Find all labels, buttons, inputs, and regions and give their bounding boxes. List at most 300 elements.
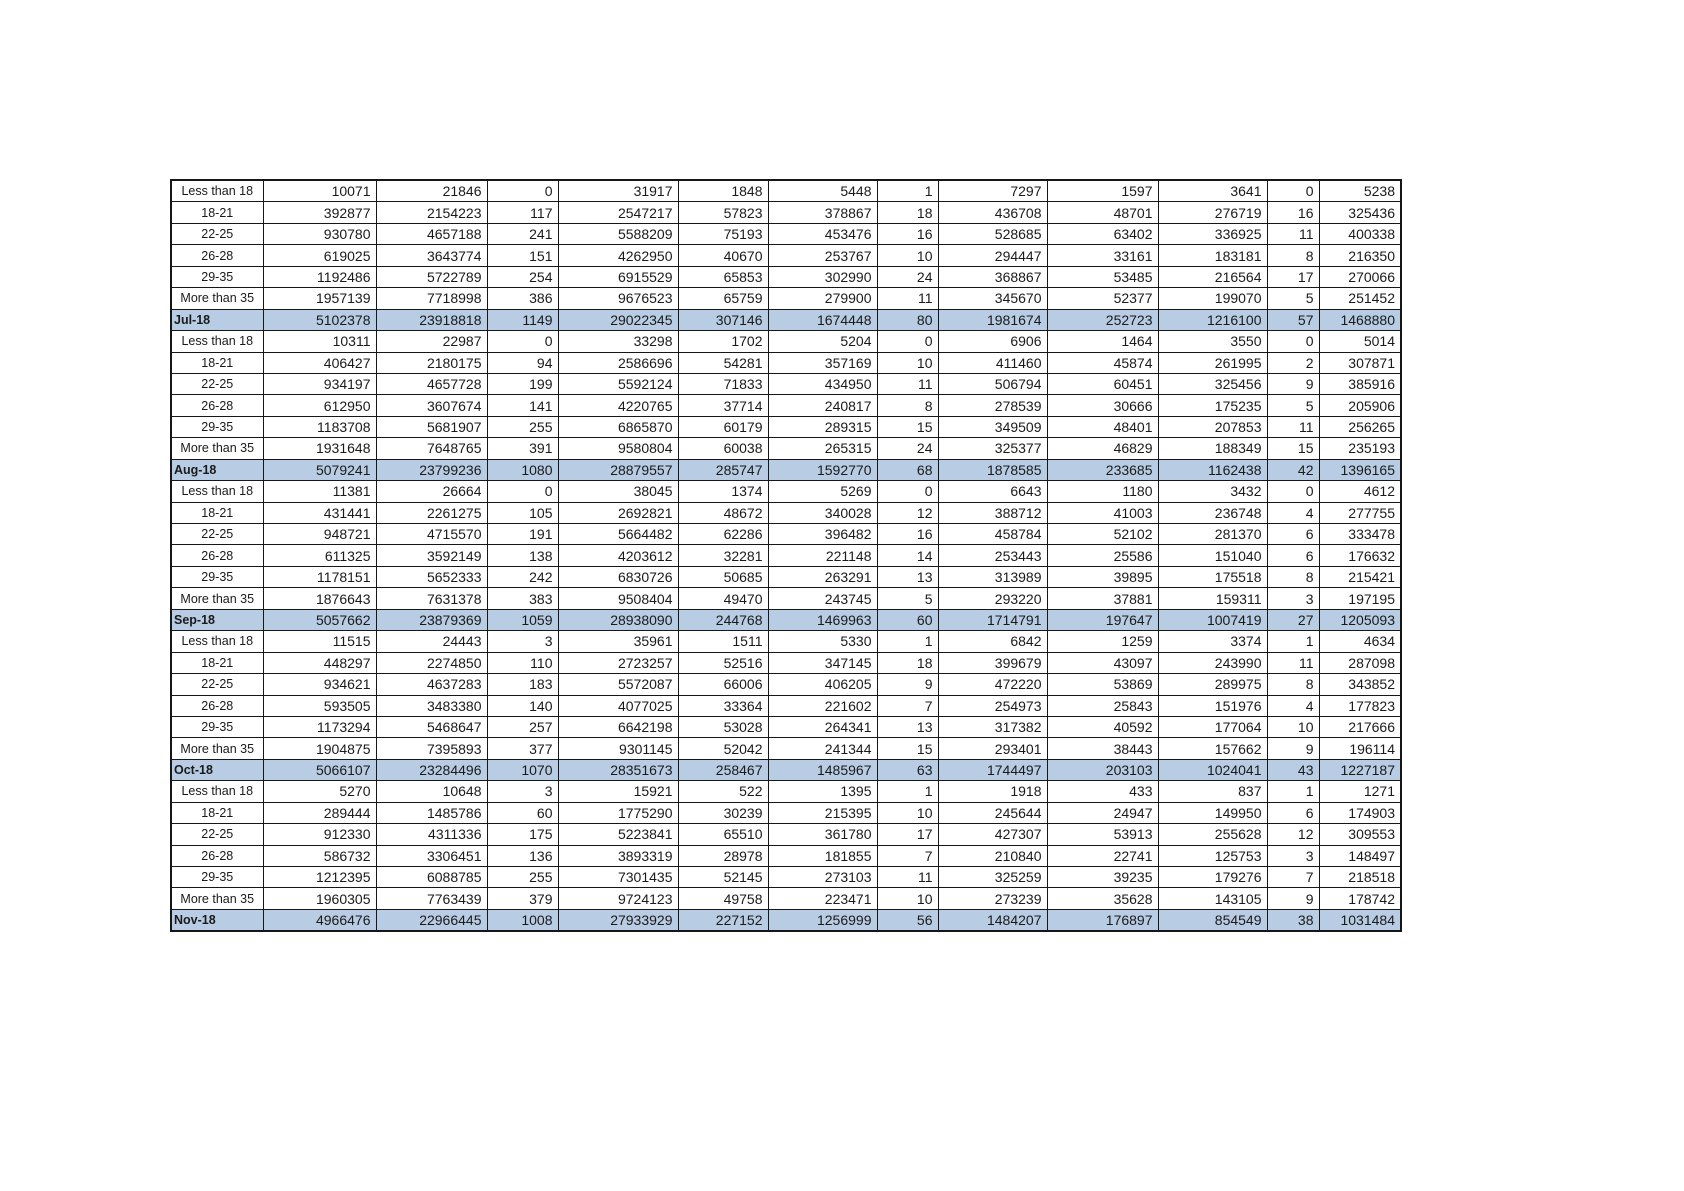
- cell-value: 1007419: [1158, 609, 1267, 630]
- cell-value: 199: [487, 373, 558, 394]
- cell-value: 22987: [376, 331, 487, 352]
- age-group-label: 22-25: [171, 373, 263, 394]
- cell-value: 1395: [768, 781, 877, 802]
- cell-value: 177064: [1158, 716, 1267, 737]
- cell-value: 40592: [1047, 716, 1158, 737]
- cell-value: 216564: [1158, 266, 1267, 287]
- cell-value: 528685: [938, 223, 1047, 244]
- cell-value: 53028: [678, 716, 768, 737]
- cell-value: 5722789: [376, 266, 487, 287]
- age-group-row: [171, 631, 1401, 652]
- cell-value: 325436: [1319, 202, 1401, 223]
- cell-value: 255628: [1158, 824, 1267, 845]
- age-group-row: [171, 545, 1401, 566]
- cell-value: 53913: [1047, 824, 1158, 845]
- age-group-row: [171, 416, 1401, 437]
- cell-value: 199070: [1158, 288, 1267, 309]
- cell-value: 3374: [1158, 631, 1267, 652]
- cell-value: 10: [877, 888, 938, 909]
- cell-value: 52102: [1047, 524, 1158, 545]
- age-group-label: 18-21: [171, 502, 263, 523]
- cell-value: 52516: [678, 652, 768, 673]
- cell-value: 270066: [1319, 266, 1401, 287]
- cell-value: 307871: [1319, 352, 1401, 373]
- cell-value: 1192486: [263, 266, 376, 287]
- cell-value: 4637283: [376, 674, 487, 695]
- cell-value: 6: [1267, 524, 1319, 545]
- cell-value: 4203612: [558, 545, 678, 566]
- cell-value: 57823: [678, 202, 768, 223]
- cell-value: 68: [877, 459, 938, 480]
- cell-value: 1183708: [263, 416, 376, 437]
- cell-value: 17: [1267, 266, 1319, 287]
- cell-value: 28351673: [558, 759, 678, 780]
- cell-value: 105: [487, 502, 558, 523]
- age-group-label: 26-28: [171, 695, 263, 716]
- cell-value: 48701: [1047, 202, 1158, 223]
- cell-value: 7718998: [376, 288, 487, 309]
- cell-value: 930780: [263, 223, 376, 244]
- table-body: [171, 180, 1401, 931]
- cell-value: 43: [1267, 759, 1319, 780]
- cell-value: 39895: [1047, 566, 1158, 587]
- month-total-row: [171, 609, 1401, 630]
- cell-value: 392877: [263, 202, 376, 223]
- cell-value: 6906: [938, 331, 1047, 352]
- cell-value: 175518: [1158, 566, 1267, 587]
- cell-value: 40670: [678, 245, 768, 266]
- cell-value: 6088785: [376, 867, 487, 888]
- cell-value: 279900: [768, 288, 877, 309]
- cell-value: 4657728: [376, 373, 487, 394]
- cell-value: 2180175: [376, 352, 487, 373]
- cell-value: 251452: [1319, 288, 1401, 309]
- cell-value: 406205: [768, 674, 877, 695]
- cell-value: 178742: [1319, 888, 1401, 909]
- age-group-row: [171, 566, 1401, 587]
- cell-value: 233685: [1047, 459, 1158, 480]
- cell-value: 60179: [678, 416, 768, 437]
- cell-value: 1981674: [938, 309, 1047, 330]
- month-total-row: [171, 459, 1401, 480]
- cell-value: 5204: [768, 331, 877, 352]
- cell-value: 15: [877, 416, 938, 437]
- cell-value: 1674448: [768, 309, 877, 330]
- cell-value: 38: [1267, 909, 1319, 931]
- cell-value: 24443: [376, 631, 487, 652]
- age-group-label: 29-35: [171, 566, 263, 587]
- cell-value: 9676523: [558, 288, 678, 309]
- cell-value: 258467: [678, 759, 768, 780]
- cell-value: 41003: [1047, 502, 1158, 523]
- cell-value: 0: [877, 481, 938, 502]
- cell-value: 934621: [263, 674, 376, 695]
- cell-value: 1173294: [263, 716, 376, 737]
- age-group-label: 22-25: [171, 824, 263, 845]
- cell-value: 434950: [768, 373, 877, 394]
- cell-value: 5066107: [263, 759, 376, 780]
- cell-value: 9508404: [558, 588, 678, 609]
- cell-value: 52042: [678, 738, 768, 759]
- cell-value: 207853: [1158, 416, 1267, 437]
- age-group-row: [171, 331, 1401, 352]
- cell-value: 391: [487, 438, 558, 459]
- cell-value: 5269: [768, 481, 877, 502]
- cell-value: 33161: [1047, 245, 1158, 266]
- cell-value: 11: [1267, 223, 1319, 244]
- cell-value: 1: [877, 631, 938, 652]
- cell-value: 5448: [768, 180, 877, 202]
- cell-value: 60038: [678, 438, 768, 459]
- cell-value: 11: [877, 288, 938, 309]
- age-group-row: [171, 674, 1401, 695]
- cell-value: 3893319: [558, 845, 678, 866]
- cell-value: 176897: [1047, 909, 1158, 931]
- cell-value: 60: [487, 802, 558, 823]
- cell-value: 11515: [263, 631, 376, 652]
- cell-value: 243745: [768, 588, 877, 609]
- cell-value: 325377: [938, 438, 1047, 459]
- cell-value: 6915529: [558, 266, 678, 287]
- cell-value: 8: [1267, 674, 1319, 695]
- age-group-row: [171, 588, 1401, 609]
- cell-value: 5330: [768, 631, 877, 652]
- age-group-label: 18-21: [171, 802, 263, 823]
- cell-value: 1271: [1319, 781, 1401, 802]
- cell-value: 357169: [768, 352, 877, 373]
- cell-value: 21846: [376, 180, 487, 202]
- cell-value: 379: [487, 888, 558, 909]
- cell-value: 235193: [1319, 438, 1401, 459]
- age-group-row: [171, 738, 1401, 759]
- cell-value: 7763439: [376, 888, 487, 909]
- cell-value: 2586696: [558, 352, 678, 373]
- cell-value: 0: [487, 481, 558, 502]
- cell-value: 1: [1267, 631, 1319, 652]
- cell-value: 9301145: [558, 738, 678, 759]
- cell-value: 7301435: [558, 867, 678, 888]
- cell-value: 1031484: [1319, 909, 1401, 931]
- cell-value: 5: [877, 588, 938, 609]
- cell-value: 522: [678, 781, 768, 802]
- cell-value: 3483380: [376, 695, 487, 716]
- cell-value: 191: [487, 524, 558, 545]
- cell-value: 23879369: [376, 609, 487, 630]
- cell-value: 0: [877, 331, 938, 352]
- cell-value: 293220: [938, 588, 1047, 609]
- cell-value: 223471: [768, 888, 877, 909]
- cell-value: 110: [487, 652, 558, 673]
- cell-value: 343852: [1319, 674, 1401, 695]
- cell-value: 28879557: [558, 459, 678, 480]
- cell-value: 349509: [938, 416, 1047, 437]
- cell-value: 0: [1267, 180, 1319, 202]
- cell-value: 188349: [1158, 438, 1267, 459]
- cell-value: 3: [487, 781, 558, 802]
- cell-value: 35628: [1047, 888, 1158, 909]
- cell-value: 1259: [1047, 631, 1158, 652]
- cell-value: 4: [1267, 502, 1319, 523]
- cell-value: 340028: [768, 502, 877, 523]
- cell-value: 431441: [263, 502, 376, 523]
- age-group-row: [171, 502, 1401, 523]
- cell-value: 436708: [938, 202, 1047, 223]
- cell-value: 4966476: [263, 909, 376, 931]
- cell-value: 1256999: [768, 909, 877, 931]
- cell-value: 159311: [1158, 588, 1267, 609]
- cell-value: 215395: [768, 802, 877, 823]
- cell-value: 383: [487, 588, 558, 609]
- cell-value: 80: [877, 309, 938, 330]
- cell-value: 25843: [1047, 695, 1158, 716]
- age-group-label: More than 35: [171, 288, 263, 309]
- cell-value: 294447: [938, 245, 1047, 266]
- cell-value: 38045: [558, 481, 678, 502]
- cell-value: 138: [487, 545, 558, 566]
- age-group-label: More than 35: [171, 888, 263, 909]
- cell-value: 4077025: [558, 695, 678, 716]
- cell-value: 6: [1267, 802, 1319, 823]
- cell-value: 1374: [678, 481, 768, 502]
- cell-value: 9: [1267, 738, 1319, 759]
- cell-value: 16: [877, 524, 938, 545]
- cell-value: 4: [1267, 695, 1319, 716]
- cell-value: 254973: [938, 695, 1047, 716]
- cell-value: 302990: [768, 266, 877, 287]
- cell-value: 386: [487, 288, 558, 309]
- cell-value: 7648765: [376, 438, 487, 459]
- cell-value: 912330: [263, 824, 376, 845]
- cell-value: 1180: [1047, 481, 1158, 502]
- cell-value: 1714791: [938, 609, 1047, 630]
- cell-value: 506794: [938, 373, 1047, 394]
- month-total-row: [171, 309, 1401, 330]
- cell-value: 427307: [938, 824, 1047, 845]
- cell-value: 1485967: [768, 759, 877, 780]
- cell-value: 2274850: [376, 652, 487, 673]
- cell-value: 57: [1267, 309, 1319, 330]
- cell-value: 210840: [938, 845, 1047, 866]
- cell-value: 1848: [678, 180, 768, 202]
- cell-value: 361780: [768, 824, 877, 845]
- age-group-label: Less than 18: [171, 481, 263, 502]
- cell-value: 236748: [1158, 502, 1267, 523]
- cell-value: 5102378: [263, 309, 376, 330]
- cell-value: 2547217: [558, 202, 678, 223]
- cell-value: 24947: [1047, 802, 1158, 823]
- cell-value: 1484207: [938, 909, 1047, 931]
- cell-value: 1876643: [263, 588, 376, 609]
- cell-value: 31917: [558, 180, 678, 202]
- data-table: [170, 179, 1402, 932]
- cell-value: 1227187: [1319, 759, 1401, 780]
- cell-value: 309553: [1319, 824, 1401, 845]
- age-group-label: Less than 18: [171, 331, 263, 352]
- cell-value: 148497: [1319, 845, 1401, 866]
- cell-value: 1485786: [376, 802, 487, 823]
- cell-value: 1878585: [938, 459, 1047, 480]
- cell-value: 9: [877, 674, 938, 695]
- cell-value: 24: [877, 438, 938, 459]
- cell-value: 3592149: [376, 545, 487, 566]
- cell-value: 619025: [263, 245, 376, 266]
- age-group-row: [171, 781, 1401, 802]
- cell-value: 9580804: [558, 438, 678, 459]
- cell-value: 25586: [1047, 545, 1158, 566]
- age-group-row: [171, 802, 1401, 823]
- cell-value: 347145: [768, 652, 877, 673]
- cell-value: 325456: [1158, 373, 1267, 394]
- cell-value: 3432: [1158, 481, 1267, 502]
- cell-value: 50685: [678, 566, 768, 587]
- cell-value: 46829: [1047, 438, 1158, 459]
- cell-value: 3641: [1158, 180, 1267, 202]
- cell-value: 241344: [768, 738, 877, 759]
- cell-value: 14: [877, 545, 938, 566]
- cell-value: 0: [487, 180, 558, 202]
- age-group-label: More than 35: [171, 588, 263, 609]
- age-group-row: [171, 223, 1401, 244]
- cell-value: 6830726: [558, 566, 678, 587]
- cell-value: 287098: [1319, 652, 1401, 673]
- cell-value: 400338: [1319, 223, 1401, 244]
- cell-value: 174903: [1319, 802, 1401, 823]
- cell-value: 5270: [263, 781, 376, 802]
- cell-value: 38443: [1047, 738, 1158, 759]
- age-group-label: More than 35: [171, 738, 263, 759]
- cell-value: 336925: [1158, 223, 1267, 244]
- cell-value: 60451: [1047, 373, 1158, 394]
- cell-value: 378867: [768, 202, 877, 223]
- cell-value: 63: [877, 759, 938, 780]
- cell-value: 26664: [376, 481, 487, 502]
- age-group-row: [171, 395, 1401, 416]
- cell-value: 37881: [1047, 588, 1158, 609]
- month-total-row: [171, 759, 1401, 780]
- cell-value: 9: [1267, 373, 1319, 394]
- cell-value: 24: [877, 266, 938, 287]
- cell-value: 1918: [938, 781, 1047, 802]
- cell-value: 71833: [678, 373, 768, 394]
- month-label: Oct-18: [171, 759, 263, 780]
- age-group-label: 22-25: [171, 674, 263, 695]
- cell-value: 1070: [487, 759, 558, 780]
- cell-value: 141: [487, 395, 558, 416]
- month-total-row: [171, 909, 1401, 931]
- cell-value: 60: [877, 609, 938, 630]
- cell-value: 75193: [678, 223, 768, 244]
- age-group-row: [171, 245, 1401, 266]
- cell-value: 7: [1267, 867, 1319, 888]
- cell-value: 15: [1267, 438, 1319, 459]
- month-label: Nov-18: [171, 909, 263, 931]
- cell-value: 175235: [1158, 395, 1267, 416]
- cell-value: 66006: [678, 674, 768, 695]
- cell-value: 18: [877, 652, 938, 673]
- cell-value: 0: [1267, 481, 1319, 502]
- cell-value: 285747: [678, 459, 768, 480]
- cell-value: 1212395: [263, 867, 376, 888]
- cell-value: 325259: [938, 867, 1047, 888]
- cell-value: 30666: [1047, 395, 1158, 416]
- cell-value: 264341: [768, 716, 877, 737]
- cell-value: 5592124: [558, 373, 678, 394]
- cell-value: 16: [877, 223, 938, 244]
- cell-value: 15921: [558, 781, 678, 802]
- cell-value: 2154223: [376, 202, 487, 223]
- cell-value: 399679: [938, 652, 1047, 673]
- cell-value: 175: [487, 824, 558, 845]
- cell-value: 1931648: [263, 438, 376, 459]
- cell-value: 5014: [1319, 331, 1401, 352]
- age-group-label: 29-35: [171, 266, 263, 287]
- cell-value: 10071: [263, 180, 376, 202]
- cell-value: 273103: [768, 867, 877, 888]
- cell-value: 27933929: [558, 909, 678, 931]
- cell-value: 179276: [1158, 867, 1267, 888]
- cell-value: 11: [1267, 416, 1319, 437]
- cell-value: 273239: [938, 888, 1047, 909]
- cell-value: 8: [877, 395, 938, 416]
- age-group-row: [171, 888, 1401, 909]
- cell-value: 1: [1267, 781, 1319, 802]
- cell-value: 54281: [678, 352, 768, 373]
- cell-value: 35961: [558, 631, 678, 652]
- cell-value: 52145: [678, 867, 768, 888]
- cell-value: 4262950: [558, 245, 678, 266]
- cell-value: 12: [877, 502, 938, 523]
- cell-value: 244768: [678, 609, 768, 630]
- cell-value: 10: [877, 352, 938, 373]
- cell-value: 43097: [1047, 652, 1158, 673]
- cell-value: 3643774: [376, 245, 487, 266]
- cell-value: 53485: [1047, 266, 1158, 287]
- cell-value: 23284496: [376, 759, 487, 780]
- cell-value: 2: [1267, 352, 1319, 373]
- cell-value: 7: [877, 695, 938, 716]
- age-group-label: 18-21: [171, 202, 263, 223]
- cell-value: 37714: [678, 395, 768, 416]
- cell-value: 48672: [678, 502, 768, 523]
- cell-value: 586732: [263, 845, 376, 866]
- cell-value: 245644: [938, 802, 1047, 823]
- cell-value: 472220: [938, 674, 1047, 695]
- cell-value: 7: [877, 845, 938, 866]
- cell-value: 256265: [1319, 416, 1401, 437]
- cell-value: 65759: [678, 288, 768, 309]
- cell-value: 242: [487, 566, 558, 587]
- cell-value: 3: [1267, 588, 1319, 609]
- cell-value: 5468647: [376, 716, 487, 737]
- age-group-label: 29-35: [171, 867, 263, 888]
- age-group-label: 29-35: [171, 416, 263, 437]
- cell-value: 241: [487, 223, 558, 244]
- cell-value: 289444: [263, 802, 376, 823]
- cell-value: 261995: [1158, 352, 1267, 373]
- month-label: Sep-18: [171, 609, 263, 630]
- cell-value: 29022345: [558, 309, 678, 330]
- age-group-row: [171, 845, 1401, 866]
- age-group-row: [171, 202, 1401, 223]
- cell-value: 10: [877, 802, 938, 823]
- cell-value: 94: [487, 352, 558, 373]
- cell-value: 5652333: [376, 566, 487, 587]
- cell-value: 377: [487, 738, 558, 759]
- age-group-row: [171, 288, 1401, 309]
- cell-value: 317382: [938, 716, 1047, 737]
- cell-value: 255: [487, 867, 558, 888]
- month-label: Aug-18: [171, 459, 263, 480]
